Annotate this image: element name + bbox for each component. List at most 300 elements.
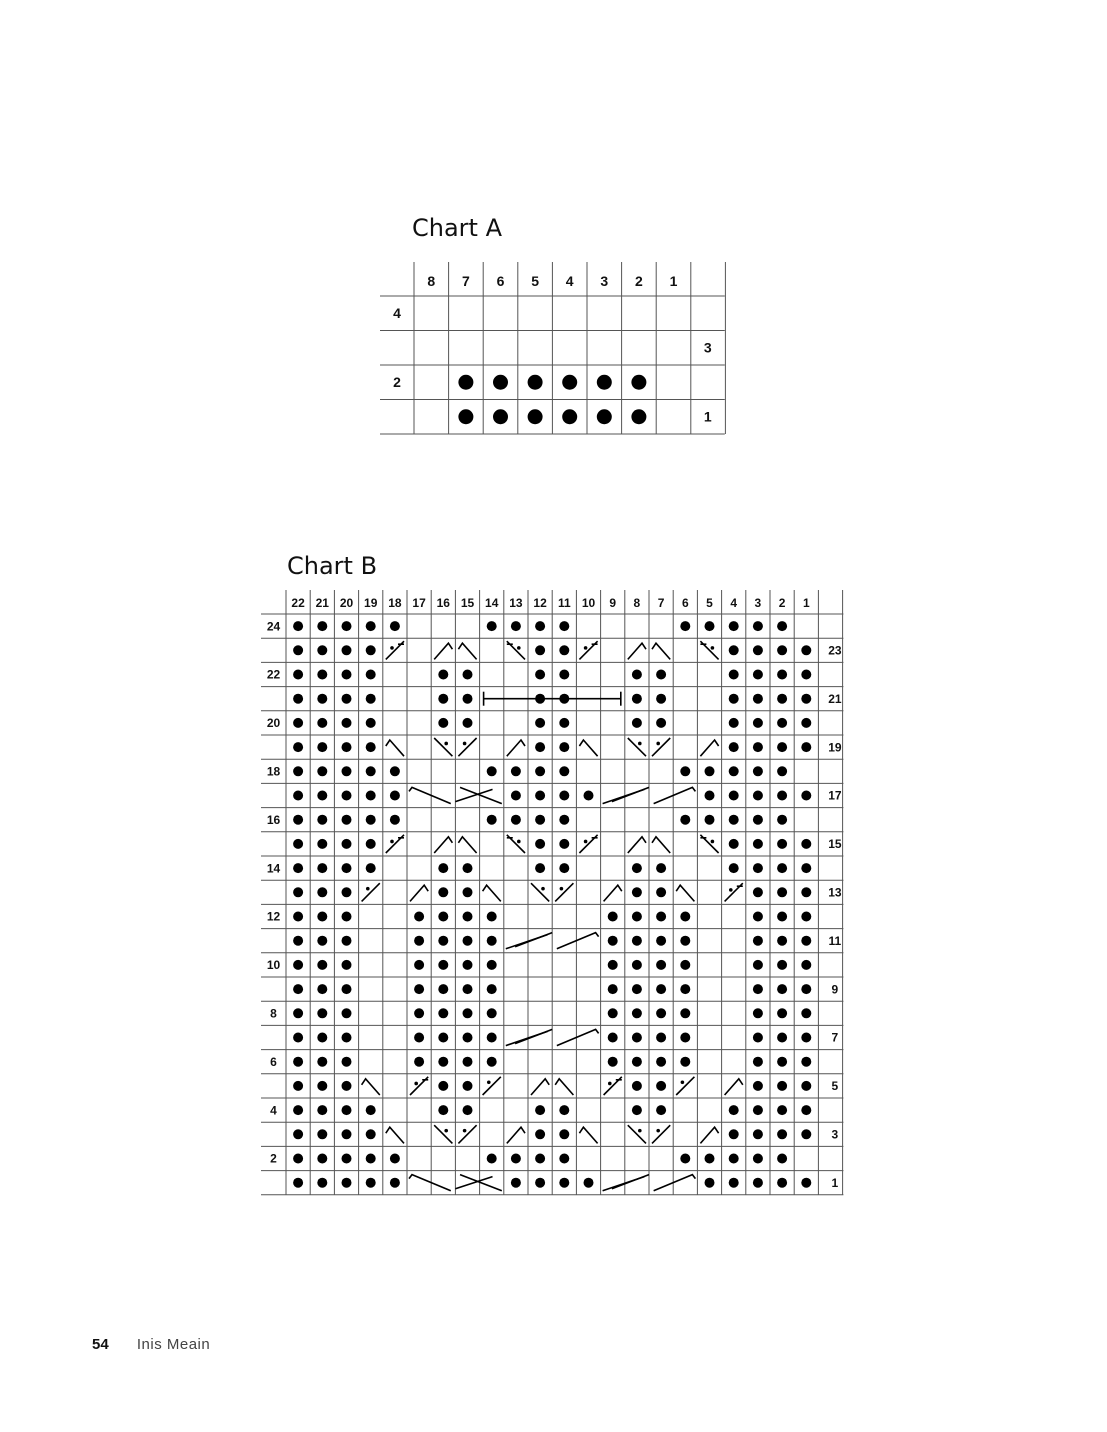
chart-b-purl-dot <box>632 1033 642 1043</box>
chart-b-purl-dot <box>632 1081 642 1091</box>
chart-b-purl-dot <box>414 1057 424 1067</box>
chart-b-purl-dot <box>535 742 545 752</box>
chart-b-purl-dot <box>729 1129 739 1139</box>
chart-b-purl-dot <box>777 1033 787 1043</box>
chart-b-purl-dot <box>390 621 400 631</box>
chart-b-purl-dot <box>535 670 545 680</box>
chart-b-purl-dot <box>366 670 376 680</box>
chart-b-purl-dot <box>317 694 327 704</box>
chart-b-purl-dot <box>729 742 739 752</box>
chart-b-purl-right-cross-icon <box>579 641 597 659</box>
chart-b-purl-dot <box>317 645 327 655</box>
chart-b-purl-dot <box>801 1057 811 1067</box>
chart-b-purl-dot <box>342 791 352 801</box>
chart-a-col-label-5: 5 <box>531 272 539 289</box>
chart-b-purl-dot <box>608 1008 618 1018</box>
chart-a-purl-dot <box>631 375 646 390</box>
chart-b-purl-dot <box>366 815 376 825</box>
chart-b-purl-dot <box>632 936 642 946</box>
chart-b-purl-dot <box>753 936 763 946</box>
chart-a-col-label-1: 1 <box>669 272 678 289</box>
chart-b-row-label-3: 3 <box>831 1127 839 1142</box>
chart-b-purl-dot <box>753 718 763 728</box>
chart-b-purl-dot <box>777 960 787 970</box>
chart-b-purl-dot <box>342 1154 352 1164</box>
chart-b-purl-dot <box>293 960 303 970</box>
chart-b-purl-dot <box>342 1081 352 1091</box>
chart-a-col-label-4: 4 <box>565 272 574 289</box>
chart-b-purl-dot <box>801 863 811 873</box>
chart-b-grid <box>261 590 845 1200</box>
chart-a-row-label-3: 3 <box>703 339 712 356</box>
chart-b-purl-dot <box>777 984 787 994</box>
chart-b-right-leaning-cross-icon <box>483 885 501 901</box>
chart-b-purl-dot <box>342 742 352 752</box>
chart-b-purl-dot <box>801 1105 811 1115</box>
chart-b-row-label-4: 4 <box>270 1103 277 1118</box>
chart-b-purl-dot <box>414 984 424 994</box>
chart-b-purl-dot <box>463 718 473 728</box>
chart-b-purl-dot <box>487 1057 497 1067</box>
chart-b-purl-dot <box>438 984 448 994</box>
page-number: 54 <box>92 1336 109 1353</box>
chart-b-purl-dot <box>535 839 545 849</box>
chart-b-purl-dot <box>293 863 303 873</box>
chart-b-row-label-21: 21 <box>828 691 842 706</box>
chart-b-purl-dot <box>342 670 352 680</box>
chart-b-purl-dot <box>293 1154 303 1164</box>
chart-b-purl-dot <box>293 1178 303 1188</box>
chart-b-purl-dot <box>317 839 327 849</box>
chart-b-row-label-17: 17 <box>828 788 842 803</box>
chart-b-purl-dot <box>390 766 400 776</box>
chart-b-purl-dot <box>777 1178 787 1188</box>
chart-a-purl-dot <box>597 375 612 390</box>
chart-b-purl-dot <box>656 694 666 704</box>
chart-b-row-label-8: 8 <box>270 1006 277 1021</box>
chart-b-row-label-20: 20 <box>266 716 281 731</box>
chart-b-purl-dot <box>632 984 642 994</box>
chart-b-purl-dot <box>656 960 666 970</box>
chart-b-purl-dot <box>753 621 763 631</box>
chart-b-purl-dot <box>729 1154 739 1164</box>
chart-b-purl-dot <box>366 1154 376 1164</box>
chart-b-purl-dot <box>753 1129 763 1139</box>
chart-b-purl-dot <box>680 621 690 631</box>
chart-b-purl-dot <box>317 887 327 897</box>
chart-b-purl-dot <box>366 742 376 752</box>
chart-b-purl-dot <box>293 621 303 631</box>
chart-b-purl-dot <box>632 960 642 970</box>
chart-b-col-label-21: 21 <box>315 595 329 610</box>
chart-b-purl-dot <box>656 1057 666 1067</box>
chart-b-purl-dot <box>293 670 303 680</box>
chart-b-purl-dot <box>632 694 642 704</box>
chart-b-purl-dot <box>777 742 787 752</box>
chart-b-purl-dot <box>559 621 569 631</box>
chart-b-purl-dot <box>414 912 424 922</box>
chart-b-purl-dot <box>317 1105 327 1115</box>
chart-b-purl-dot <box>366 1129 376 1139</box>
chart-b-purl-dot <box>342 645 352 655</box>
chart-b-purl-right-cross-icon <box>579 835 597 853</box>
chart-b-purl-dot <box>438 1105 448 1115</box>
chart-b-purl-dot <box>438 1033 448 1043</box>
chart-b-left-leaning-cross-icon <box>628 643 646 659</box>
chart-b-purl-dot <box>535 1178 545 1188</box>
chart-b-purl-dot <box>438 1057 448 1067</box>
chart-b-purl-dot <box>680 960 690 970</box>
chart-b-purl-dot <box>656 1008 666 1018</box>
chart-b-purl-dot <box>463 984 473 994</box>
chart-b-purl-dot <box>366 1178 376 1188</box>
chart-b-purl-dot <box>293 839 303 849</box>
chart-b-col-label-22: 22 <box>291 595 305 610</box>
chart-b-col-label-1: 1 <box>802 595 810 610</box>
chart-b-purl-dot <box>656 984 666 994</box>
chart-b-purl-dot <box>632 887 642 897</box>
chart-b-purl-dot <box>584 1178 594 1188</box>
chart-b-col-label-12: 12 <box>533 595 547 610</box>
chart-b-purl-dot <box>801 839 811 849</box>
chart-b-purl-dot-left-cross-icon <box>628 1125 646 1143</box>
chart-b-purl-dot <box>366 839 376 849</box>
chart-b-purl-dot <box>729 694 739 704</box>
chart-b-purl-dot <box>535 1154 545 1164</box>
chart-b-purl-dot <box>511 621 521 631</box>
chart-b-row-label-19: 19 <box>828 740 842 755</box>
chart-b-purl-dot <box>463 694 473 704</box>
chart-b-purl-dot <box>342 887 352 897</box>
chart-b-purl-dot <box>293 766 303 776</box>
chart-b-purl-dot <box>753 1154 763 1164</box>
chart-b-purl-dot <box>777 694 787 704</box>
chart-b-purl-dot <box>487 1154 497 1164</box>
chart-b-purl-dot <box>317 863 327 873</box>
chart-b-purl-dot <box>559 815 569 825</box>
chart-b-purl-dot <box>729 1178 739 1188</box>
chart-b-purl-dot <box>777 791 787 801</box>
chart-b-purl-dot <box>777 936 787 946</box>
chart-b-purl-dot <box>317 621 327 631</box>
chart-b-purl-dot <box>342 815 352 825</box>
chart-b-col-label-10: 10 <box>581 595 596 610</box>
chart-b-purl-dot <box>753 670 763 680</box>
chart-a-purl-dot <box>597 409 612 424</box>
chart-b-purl-dot <box>293 1057 303 1067</box>
chart-b-purl-dot <box>680 912 690 922</box>
chart-b-purl-dot <box>390 791 400 801</box>
chart-b-col-label-19: 19 <box>364 595 378 610</box>
chart-b-purl-dot <box>342 1057 352 1067</box>
chart-b-title: Chart B <box>287 552 378 580</box>
chart-b-purl-dot <box>632 1008 642 1018</box>
chart-b-purl-dot <box>656 1033 666 1043</box>
chart-b-purl-dot <box>801 791 811 801</box>
chart-b-purl-dot <box>463 1033 473 1043</box>
chart-b-purl-dot <box>801 1008 811 1018</box>
chart-b-purl-dot <box>342 1105 352 1115</box>
chart-b-right-leaning-cross-icon <box>555 1079 573 1095</box>
chart-b-left-leaning-cross-icon <box>700 1127 718 1143</box>
chart-b-purl-dot <box>366 645 376 655</box>
chart-b-purl-dot <box>414 1033 424 1043</box>
chart-a-purl-dot <box>528 375 543 390</box>
chart-b-purl-dot <box>777 1057 787 1067</box>
chart-b-purl-dot-right-cross-icon <box>555 883 573 901</box>
chart-b-purl-dot <box>342 936 352 946</box>
chart-b-purl-dot <box>801 1178 811 1188</box>
chart-b-purl-dot <box>559 718 569 728</box>
chart-b-purl-dot <box>390 1154 400 1164</box>
chart-b-purl-dot <box>729 670 739 680</box>
chart-b-purl-dot <box>729 621 739 631</box>
chart-b-purl-dot <box>632 670 642 680</box>
chart-b-purl-dot <box>608 1057 618 1067</box>
chart-b-purl-dot <box>463 1081 473 1091</box>
chart-b-purl-dot <box>342 1178 352 1188</box>
chart-b-purl-left-cross-icon <box>700 641 718 659</box>
chart-b-purl-dot <box>656 1105 666 1115</box>
chart-b-left-leaning-cross-icon <box>725 1079 743 1095</box>
chart-b-purl-dot <box>705 1154 715 1164</box>
chart-b-purl-dot <box>777 621 787 631</box>
chart-b-purl-dot-left-cross-icon <box>628 738 646 756</box>
chart-b-purl-dot <box>317 1081 327 1091</box>
chart-b-col-label-18: 18 <box>388 595 402 610</box>
chart-b-purl-dot <box>463 670 473 680</box>
chart-b-purl-dot <box>366 621 376 631</box>
chart-a-purl-dot <box>458 375 473 390</box>
chart-b-purl-dot <box>801 936 811 946</box>
chart-b-left-leaning-cross-icon <box>604 885 622 901</box>
chart-b-purl-dot <box>463 936 473 946</box>
chart-b-purl-dot <box>487 984 497 994</box>
chart-b-col-label-7: 7 <box>657 595 665 610</box>
chart-b-purl-dot <box>777 839 787 849</box>
chart-b-purl-dot <box>753 1033 763 1043</box>
chart-b-row-label-12: 12 <box>266 909 281 924</box>
chart-b-purl-dot <box>801 670 811 680</box>
chart-b-purl-dot <box>801 984 811 994</box>
chart-b-purl-dot <box>342 621 352 631</box>
chart-b-purl-dot <box>293 694 303 704</box>
chart-a-row-label-2: 2 <box>393 374 401 391</box>
chart-b-col-label-13: 13 <box>509 595 523 610</box>
chart-b-purl-dot <box>317 1129 327 1139</box>
chart-b-row-label-10: 10 <box>266 958 281 973</box>
chart-a-row-label-1: 1 <box>703 408 712 425</box>
chart-b-purl-dot <box>535 815 545 825</box>
chart-b-purl-right-cross-icon <box>725 883 743 901</box>
chart-b-purl-dot <box>753 694 763 704</box>
chart-b-purl-dot <box>680 984 690 994</box>
chart-b-col-label-2: 2 <box>778 595 786 610</box>
chart-b-purl-dot <box>317 1057 327 1067</box>
chart-a-col-label-3: 3 <box>600 272 609 289</box>
chart-b-purl-dot <box>753 1057 763 1067</box>
chart-a-col-label-6: 6 <box>496 272 505 289</box>
chart-b-purl-dot <box>463 887 473 897</box>
chart-b-right-leaning-cross-icon <box>362 1079 380 1095</box>
chart-b-purl-right-cross-icon <box>386 641 404 659</box>
chart-b-purl-dot <box>487 815 497 825</box>
chart-b-purl-dot <box>342 912 352 922</box>
chart-a-purl-dot <box>562 375 577 390</box>
chart-b-purl-dot <box>366 791 376 801</box>
chart-b-purl-dot <box>293 1081 303 1091</box>
chart-b-purl-dot <box>705 621 715 631</box>
chart-b-row-label-18: 18 <box>266 764 281 779</box>
chart-b-row-label-15: 15 <box>828 837 842 852</box>
chart-b-purl-dot <box>656 912 666 922</box>
chart-b-purl-dot <box>511 766 521 776</box>
chart-b-row-label-16: 16 <box>266 812 281 827</box>
chart-b-left-leaning-cross-icon <box>531 1079 549 1095</box>
chart-b-purl-dot <box>632 912 642 922</box>
chart-b-col-label-16: 16 <box>436 595 450 610</box>
chart-b-purl-dot <box>342 1008 352 1018</box>
chart-b-purl-dot <box>366 718 376 728</box>
chart-b-purl-dot <box>801 1129 811 1139</box>
chart-b-purl-dot <box>293 887 303 897</box>
chart-a-purl-dot <box>458 409 473 424</box>
chart-b-purl-dot <box>729 766 739 776</box>
chart-b-purl-dot <box>584 791 594 801</box>
chart-b-col-label-17: 17 <box>412 595 426 610</box>
chart-b-purl-dot <box>656 863 666 873</box>
chart-b-purl-dot <box>777 1154 787 1164</box>
chart-b-purl-dot <box>729 863 739 873</box>
chart-b-left-leaning-cross-icon <box>410 885 428 901</box>
chart-b-purl-dot <box>535 791 545 801</box>
chart-b-purl-dot <box>317 1178 327 1188</box>
chart-b-purl-dot <box>680 1057 690 1067</box>
chart-b-right-leaning-cross-icon <box>652 837 670 853</box>
chart-b-purl-dot <box>438 936 448 946</box>
chart-b-purl-dot <box>317 912 327 922</box>
chart-b-purl-dot <box>293 1129 303 1139</box>
chart-b-purl-dot <box>753 1178 763 1188</box>
chart-b-left-leaning-cross-icon <box>507 1127 525 1143</box>
chart-b-purl-dot <box>293 1033 303 1043</box>
chart-b-purl-dot <box>487 766 497 776</box>
chart-b-purl-dot <box>317 960 327 970</box>
chart-b-purl-dot <box>366 694 376 704</box>
chart-b-purl-dot-right-cross-icon <box>652 1125 670 1143</box>
chart-b-purl-dot <box>705 791 715 801</box>
chart-b-purl-dot <box>414 1008 424 1018</box>
chart-b-purl-dot <box>317 984 327 994</box>
chart-b-purl-dot <box>535 718 545 728</box>
chart-b-purl-dot <box>777 645 787 655</box>
chart-b-purl-dot <box>753 645 763 655</box>
chart-a-purl-dot <box>562 409 577 424</box>
chart-b-purl-dot <box>777 1105 787 1115</box>
chart-b-purl-dot <box>438 863 448 873</box>
chart-b-purl-dot <box>777 912 787 922</box>
chart-b-purl-dot <box>293 1105 303 1115</box>
chart-b-purl-dot <box>463 960 473 970</box>
chart-b-row-label-9: 9 <box>831 982 839 997</box>
chart-b-row-label-2: 2 <box>270 1151 277 1166</box>
chart-b-purl-dot <box>293 912 303 922</box>
chart-b-purl-dot <box>317 718 327 728</box>
chart-b-purl-dot <box>632 1057 642 1067</box>
chart-b-purl-dot <box>680 1033 690 1043</box>
chart-b-purl-dot <box>656 1081 666 1091</box>
chart-b-purl-dot <box>342 766 352 776</box>
chart-b-purl-dot <box>559 839 569 849</box>
chart-a-col-label-2: 2 <box>635 272 643 289</box>
chart-b-right-leaning-cross-icon <box>458 643 476 659</box>
chart-b-purl-dot <box>293 984 303 994</box>
chart-b-purl-dot <box>535 621 545 631</box>
chart-a-purl-dot <box>493 409 508 424</box>
chart-b-purl-dot <box>487 1033 497 1043</box>
chart-b-left-leaning-cross-icon <box>434 837 452 853</box>
chart-b-purl-dot <box>777 718 787 728</box>
chart-b-purl-dot <box>559 863 569 873</box>
chart-b-purl-dot <box>438 887 448 897</box>
chart-b-purl-dot <box>801 1081 811 1091</box>
chart-b-purl-dot <box>753 1105 763 1115</box>
chart-b-purl-dot <box>463 1008 473 1018</box>
chart-b-purl-dot <box>293 815 303 825</box>
chart-b-purl-dot <box>342 1033 352 1043</box>
chart-b-col-label-20: 20 <box>339 595 354 610</box>
chart-b-purl-right-cross-icon <box>604 1077 622 1095</box>
chart-b-col-label-5: 5 <box>706 595 713 610</box>
chart-b-purl-dot <box>317 766 327 776</box>
chart-b-purl-dot-right-cross-icon <box>652 738 670 756</box>
chart-b-purl-right-cross-icon <box>410 1077 428 1095</box>
chart-b-purl-dot <box>680 1154 690 1164</box>
chart-b-purl-dot <box>680 936 690 946</box>
chart-b-purl-dot <box>656 936 666 946</box>
chart-b-purl-dot <box>438 1008 448 1018</box>
chart-b-purl-left-cross-icon <box>507 641 525 659</box>
chart-b-purl-dot <box>559 1129 569 1139</box>
chart-b-purl-dot <box>753 1081 763 1091</box>
chart-b-row-label-22: 22 <box>266 667 281 682</box>
chart-b-purl-dot <box>729 718 739 728</box>
chart-b-col-label-15: 15 <box>460 595 475 610</box>
chart-b-purl-dot <box>390 815 400 825</box>
chart-b-col-label-3: 3 <box>754 595 762 610</box>
chart-b-purl-dot <box>632 1105 642 1115</box>
chart-b-purl-dot <box>729 791 739 801</box>
chart-b-purl-dot <box>559 670 569 680</box>
chart-b-col-label-9: 9 <box>609 595 617 610</box>
chart-b-purl-dot <box>366 1105 376 1115</box>
chart-b-purl-dot <box>656 887 666 897</box>
chart-b-col-label-4: 4 <box>730 595 738 610</box>
chart-b-purl-dot <box>801 960 811 970</box>
chart-b-purl-dot <box>317 815 327 825</box>
chart-b-row-label-11: 11 <box>828 933 842 948</box>
chart-b-purl-dot <box>632 863 642 873</box>
chart-b-purl-dot <box>753 791 763 801</box>
chart-b-purl-dot <box>753 912 763 922</box>
chart-b-right-leaning-cross-icon <box>458 837 476 853</box>
chart-b-purl-dot <box>753 839 763 849</box>
chart-b-purl-dot-right-cross-icon <box>676 1077 694 1095</box>
chart-b-purl-dot <box>463 1057 473 1067</box>
chart-b-purl-dot <box>293 742 303 752</box>
chart-b-right-leaning-cross-icon <box>386 1127 404 1143</box>
chart-b-purl-dot <box>438 1081 448 1091</box>
